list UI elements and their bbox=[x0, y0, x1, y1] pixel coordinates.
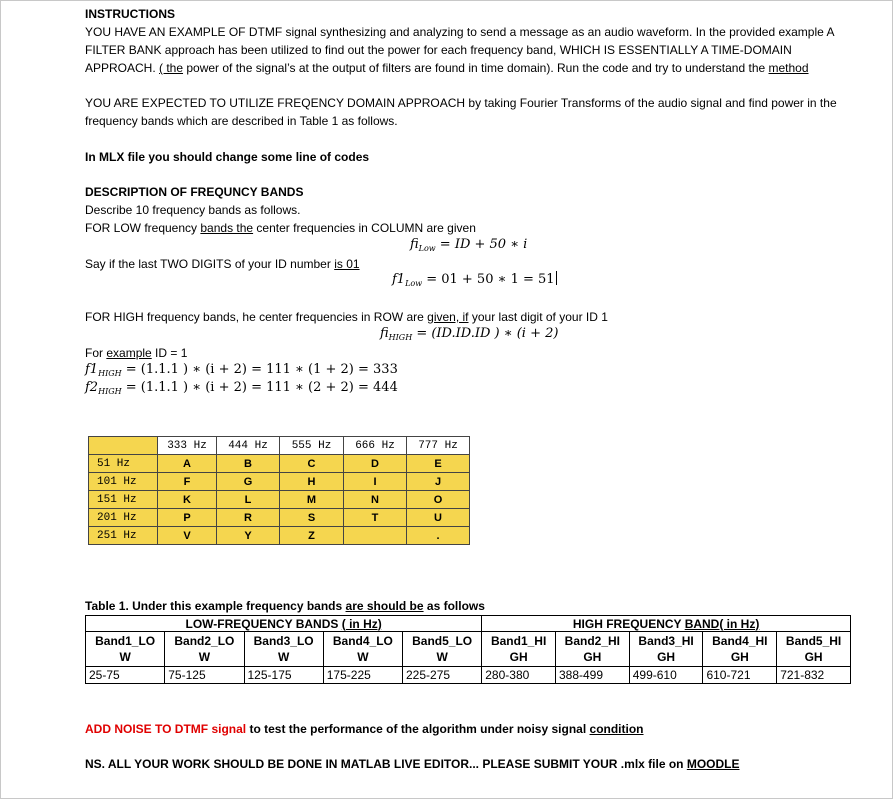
grid-col-header: 555 Hz bbox=[280, 437, 344, 455]
submission-note bbox=[85, 755, 740, 773]
grid-cell: G bbox=[217, 473, 280, 491]
grid-row-header: 101 Hz bbox=[89, 473, 158, 491]
grid-header-row bbox=[89, 437, 470, 455]
text-run: FOR HIGH frequency bands, he center frequencies in ROW are bbox=[85, 310, 428, 324]
instructions-heading: INSTRUCTIONS bbox=[85, 7, 175, 21]
text-run: HIGH FREQUENCY bbox=[572, 616, 685, 631]
text-run: ID = 1 bbox=[151, 346, 188, 360]
moodle-text: MOODLE bbox=[686, 757, 740, 771]
text-run: to test the performance of the algorithm under noisy signal bbox=[246, 722, 590, 736]
band-name: Band2_HI bbox=[564, 634, 621, 648]
grid-cell: O bbox=[407, 491, 470, 509]
band-range: 721-832 bbox=[777, 667, 851, 684]
instructions-p1-line2: FILTER BANK approach has been utilized to find out the power for each frequency band, WHICH IS ESSENTIALLY A TIME-DOMAIN bbox=[85, 43, 792, 57]
text-run: ( in Hz) bbox=[341, 616, 382, 631]
band-name: Band5_LO bbox=[412, 634, 473, 648]
example-line bbox=[85, 344, 187, 362]
high-line bbox=[85, 308, 608, 326]
band-name: Band3_LO bbox=[253, 634, 314, 648]
low-example-formula bbox=[392, 271, 557, 293]
formula-rhs: = (1.1.1 ) ∗ (i + 2) = 111 ∗ (1 + 2) = 333 bbox=[121, 362, 398, 377]
band-unit: GH bbox=[804, 650, 823, 664]
text-run: FOR LOW frequency bbox=[85, 221, 201, 235]
grid-col-header: 666 Hz bbox=[344, 437, 407, 455]
grid-cell: R bbox=[217, 509, 280, 527]
grid-cell: S bbox=[280, 509, 344, 527]
bands-values-row bbox=[86, 667, 851, 684]
text-run: condition bbox=[589, 722, 644, 736]
formula-sub: HIGH bbox=[388, 333, 413, 342]
formula-rhs: = ID + 50 ∗ i bbox=[435, 237, 528, 252]
grid-row bbox=[89, 491, 470, 509]
grid-cell: T bbox=[344, 509, 407, 527]
band-range: 175-225 bbox=[323, 667, 402, 684]
grid-row-header: 51 Hz bbox=[89, 455, 158, 473]
text-run: center frequencies in COLUMN are given bbox=[253, 221, 476, 235]
grid-cell: E bbox=[407, 455, 470, 473]
instructions-p2-line2: frequency bands which are described in Table 1 as follows. bbox=[85, 114, 398, 128]
band-column-header bbox=[403, 632, 482, 667]
grid-cell: I bbox=[344, 473, 407, 491]
band-unit: W bbox=[119, 650, 131, 664]
text-run: NS. ALL YOUR WORK SHOULD BE DONE IN MATLAB LIVE EDITOR... PLEASE SUBMIT YOUR .mlx file on bbox=[85, 757, 687, 771]
bands-column-header-row bbox=[86, 632, 851, 667]
band-column-header bbox=[555, 632, 629, 667]
high-formula bbox=[380, 325, 558, 347]
grid-row bbox=[89, 509, 470, 527]
text-run: Say if the last TWO DIGITS of your ID number bbox=[85, 257, 335, 271]
noise-note bbox=[85, 720, 644, 738]
grid-cell: Y bbox=[217, 527, 280, 545]
band-name: Band5_HI bbox=[785, 634, 842, 648]
formula-sub: Low bbox=[418, 244, 436, 253]
grid-cell: . bbox=[407, 527, 470, 545]
grid-cell: C bbox=[280, 455, 344, 473]
band-range: 225-275 bbox=[403, 667, 482, 684]
band-column-header bbox=[244, 632, 323, 667]
band-range: 75-125 bbox=[165, 667, 244, 684]
instructions-p1-line1: YOU HAVE AN EXAMPLE OF DTMF signal synthesizing and analyzing to send a message as an audio waveform. In the provided example A bbox=[85, 25, 835, 39]
band-unit: W bbox=[277, 650, 290, 664]
grid-row bbox=[89, 473, 470, 491]
text-run: is 01 bbox=[334, 257, 360, 271]
grid-cell: A bbox=[158, 455, 217, 473]
band-range: 280-380 bbox=[482, 667, 556, 684]
formula-rhs: = 01 + 50 ∗ 1 = 51 bbox=[422, 272, 555, 287]
grid-row-header: 251 Hz bbox=[89, 527, 158, 545]
text-cursor bbox=[556, 271, 557, 285]
grid-cell: Z bbox=[280, 527, 344, 545]
grid-cell: D bbox=[344, 455, 407, 473]
band-unit: GH bbox=[509, 650, 528, 664]
grid-cell: U bbox=[407, 509, 470, 527]
instructions-p1-line3 bbox=[85, 59, 809, 77]
bands-heading: DESCRIPTION OF FREQUNCY BANDS bbox=[85, 185, 304, 199]
band-unit: GH bbox=[657, 650, 676, 664]
noise-note-highlight: ADD NOISE TO DTMF signal bbox=[85, 722, 247, 736]
grid-cell bbox=[344, 527, 407, 545]
text-run: example bbox=[106, 346, 152, 360]
formula-rhs: = (1.1.1 ) ∗ (i + 2) = 111 ∗ (2 + 2) = 444 bbox=[121, 380, 398, 395]
bands-group-header-row bbox=[86, 616, 851, 632]
band-name: Band2_LO bbox=[174, 634, 235, 648]
grid-col-header: 444 Hz bbox=[217, 437, 280, 455]
band-range: 388-499 bbox=[555, 667, 629, 684]
grid-col-header: 333 Hz bbox=[158, 437, 217, 455]
formula-sub: Low bbox=[405, 279, 423, 288]
band-name: Band3_HI bbox=[638, 634, 694, 648]
mlx-note: In MLX file you should change some line of codes bbox=[85, 150, 370, 164]
formula-lhs: f1 bbox=[392, 272, 406, 287]
grid-cell: V bbox=[158, 527, 217, 545]
formula-lhs: fi bbox=[380, 326, 389, 341]
text-run: your last digit of your ID 1 bbox=[468, 310, 608, 324]
bands-line1: Describe 10 frequency bands as follows. bbox=[85, 203, 301, 217]
grid-cell: N bbox=[344, 491, 407, 509]
grid-row bbox=[89, 455, 470, 473]
text-run: LOW-FREQUENCY BANDS bbox=[185, 616, 342, 631]
bands-line2 bbox=[85, 219, 476, 237]
text-run: power of the signal’s at the output of filters are found in time domain). Run the code and try to understand the bbox=[183, 61, 769, 75]
band-name: Band4_LO bbox=[332, 634, 393, 648]
formula-lhs: fi bbox=[410, 237, 419, 252]
text-run: as follows bbox=[423, 599, 485, 613]
formula-sub: HIGH bbox=[98, 387, 122, 396]
band-column-header bbox=[165, 632, 244, 667]
band-range: 125-175 bbox=[244, 667, 323, 684]
band-unit: W bbox=[357, 650, 369, 664]
band-column-header bbox=[777, 632, 851, 667]
frequency-bands-table bbox=[85, 615, 851, 684]
grid-cell: L bbox=[217, 491, 280, 509]
grid-cell: J bbox=[407, 473, 470, 491]
instructions-p2-line1: YOU ARE EXPECTED TO UTILIZE FREQENCY DOMAIN APPROACH by taking Fourier Transforms of the audio signal and find power in the bbox=[85, 96, 837, 110]
grid-cell: K bbox=[158, 491, 217, 509]
band-range: 610-721 bbox=[703, 667, 777, 684]
grid-row-header: 151 Hz bbox=[89, 491, 158, 509]
band-unit: W bbox=[436, 650, 448, 664]
low-formula bbox=[410, 236, 527, 258]
band-column-header bbox=[323, 632, 402, 667]
grid-row-header: 201 Hz bbox=[89, 509, 158, 527]
band-name: Band4_HI bbox=[712, 634, 768, 648]
text-run: ( the bbox=[159, 61, 184, 75]
band-name: Band1_LO bbox=[95, 634, 156, 648]
grid-cell: B bbox=[217, 455, 280, 473]
formula-sub: HIGH bbox=[98, 369, 122, 378]
text-run: Table 1. Under this example frequency bands bbox=[85, 599, 346, 613]
band-name: Band1_HI bbox=[490, 634, 547, 648]
text-run: method bbox=[768, 61, 809, 75]
band-unit: GH bbox=[730, 650, 749, 664]
example-formula-2 bbox=[85, 379, 398, 401]
grid-cell: H bbox=[280, 473, 344, 491]
grid-col-header: 777 Hz bbox=[407, 437, 470, 455]
formula-lhs: f2 bbox=[85, 380, 99, 395]
band-column-header bbox=[482, 632, 556, 667]
band-unit: W bbox=[198, 650, 211, 664]
table1-caption bbox=[85, 597, 485, 615]
grid-cell: M bbox=[280, 491, 344, 509]
text-run: For bbox=[85, 346, 107, 360]
text-run: bands the bbox=[200, 221, 254, 235]
formula-rhs: = (ID.ID.ID ) ∗ (i + 2) bbox=[412, 326, 559, 341]
band-range: 499-610 bbox=[629, 667, 703, 684]
grid-corner bbox=[89, 437, 158, 455]
band-column-header bbox=[629, 632, 703, 667]
band-column-header bbox=[703, 632, 777, 667]
formula-lhs: f1 bbox=[85, 362, 99, 377]
text-run: BAND( in Hz) bbox=[684, 616, 760, 631]
grid-row bbox=[89, 527, 470, 545]
band-column-header bbox=[86, 632, 165, 667]
band-unit: GH bbox=[583, 650, 602, 664]
low-bands-header bbox=[86, 616, 482, 632]
high-bands-header bbox=[482, 616, 851, 632]
grid-cell: F bbox=[158, 473, 217, 491]
text-run: given, if bbox=[427, 310, 469, 324]
text-run: APPROACH. bbox=[85, 61, 160, 75]
text-run: are should be bbox=[345, 599, 424, 613]
band-range: 25-75 bbox=[86, 667, 165, 684]
dtmf-frequency-grid bbox=[88, 436, 470, 545]
grid-cell: P bbox=[158, 509, 217, 527]
id-line bbox=[85, 255, 360, 273]
